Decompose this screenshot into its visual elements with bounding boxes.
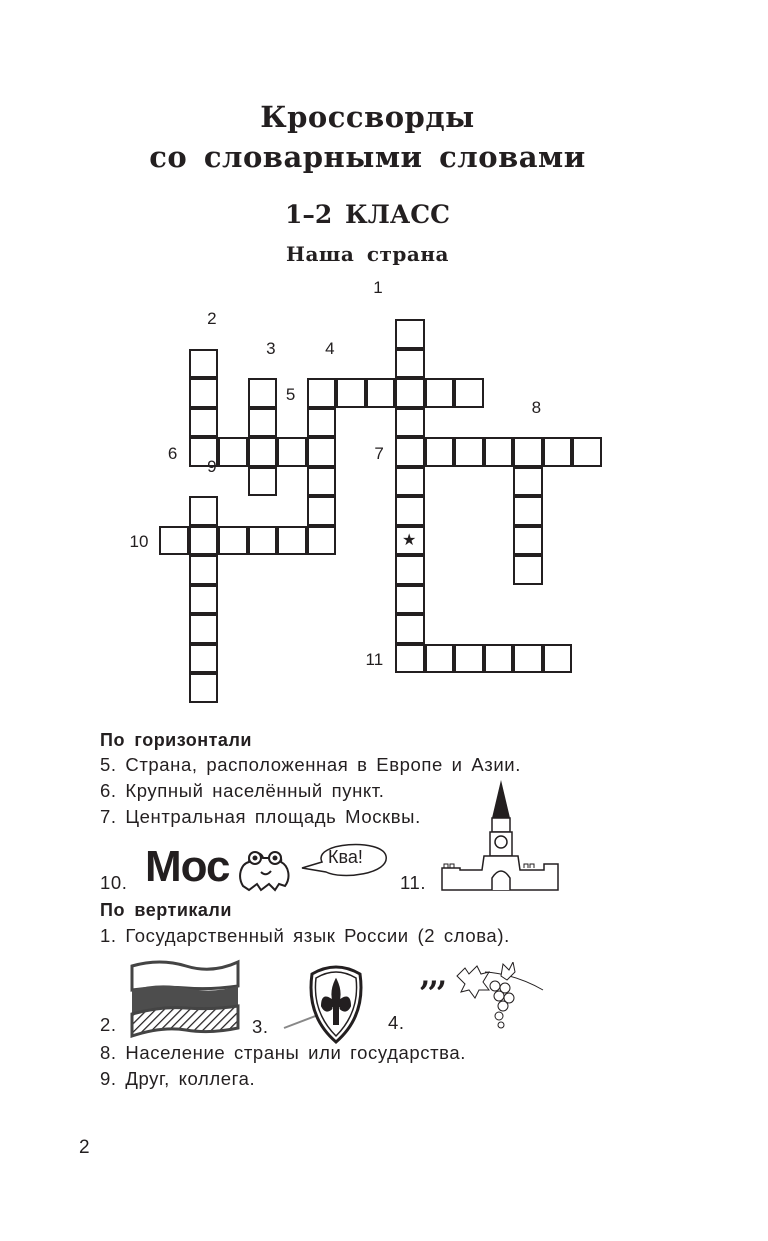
crossword-number: 5: [285, 384, 296, 404]
crossword-number: 7: [374, 443, 384, 463]
crossword-cell[interactable]: [307, 467, 337, 497]
down-heading: По вертикали: [100, 900, 232, 920]
crossword-cell[interactable]: [248, 378, 278, 408]
clue-number-2: 2.: [100, 1014, 117, 1035]
crossword-cell[interactable]: [277, 437, 307, 467]
crossword-cell[interactable]: [307, 496, 337, 526]
crossword-number: 1: [373, 278, 383, 298]
crossword-cell[interactable]: [395, 526, 425, 556]
coat-of-arms-icon: [280, 960, 380, 1044]
crossword-cell[interactable]: [307, 526, 337, 556]
crossword-cell[interactable]: [189, 585, 219, 615]
crossword-cell[interactable]: [454, 644, 484, 674]
crossword-cell[interactable]: [248, 467, 278, 497]
crossword-cell[interactable]: [513, 437, 543, 467]
clue-10-word: Мос: [145, 842, 230, 891]
crossword-cell[interactable]: [395, 408, 425, 438]
across-heading: По горизонтали: [100, 730, 252, 750]
crossword-cell[interactable]: [248, 437, 278, 467]
clue-across-7: 7. Центральная площадь Москвы.: [100, 806, 421, 827]
crossword-cell[interactable]: [425, 378, 455, 408]
crossword-cell[interactable]: [395, 585, 425, 615]
speech-text: Ква!: [328, 847, 363, 867]
crossword-cell[interactable]: [189, 673, 219, 703]
crossword-cell[interactable]: [277, 526, 307, 556]
grade-heading: 1–2 КЛАСС: [285, 200, 450, 229]
clue-number-11: 11.: [400, 872, 427, 893]
crossword-cell[interactable]: [543, 437, 573, 467]
crossword-cell[interactable]: [189, 349, 219, 379]
clue-down-1: 1. Государственный язык России (2 слова).: [100, 925, 510, 946]
crossword-cell[interactable]: [395, 644, 425, 674]
crossword-number: 9: [207, 456, 217, 476]
crossword-cell[interactable]: [218, 526, 248, 556]
crossword-cell[interactable]: [395, 378, 425, 408]
kremlin-tower-icon: [440, 778, 562, 896]
crossword-cell[interactable]: [395, 437, 425, 467]
crossword-number: 10: [129, 532, 149, 552]
page-subtitle: со словарными словами: [149, 140, 586, 174]
frog-icon: [235, 846, 295, 894]
crossword-cell[interactable]: [248, 526, 278, 556]
clue-number-10: 10.: [100, 872, 128, 893]
crossword-cell[interactable]: [189, 614, 219, 644]
crossword-cell[interactable]: [572, 437, 602, 467]
crossword-number: 8: [531, 397, 542, 417]
quote-marks: ,,,: [420, 958, 446, 993]
crossword-cell[interactable]: [484, 644, 514, 674]
crossword-cell[interactable]: [189, 378, 219, 408]
crossword-cell[interactable]: [189, 555, 219, 585]
crossword-cell[interactable]: [425, 437, 455, 467]
clue-down-8: 8. Население страны или государства.: [100, 1042, 467, 1063]
crossword-cell[interactable]: [248, 408, 278, 438]
clue-down-9: 9. Друг, коллега.: [100, 1068, 256, 1089]
crossword-cell[interactable]: [543, 644, 573, 674]
crossword-cell[interactable]: [395, 496, 425, 526]
crossword-cell[interactable]: [307, 408, 337, 438]
crossword-number: 2: [207, 309, 217, 329]
crossword-cell[interactable]: [484, 437, 514, 467]
crossword-cell[interactable]: [513, 644, 543, 674]
crossword-cell[interactable]: [395, 555, 425, 585]
page-number: 2: [79, 1137, 90, 1158]
crossword-cell[interactable]: [189, 408, 219, 438]
crossword-cell[interactable]: [513, 496, 543, 526]
crossword-cell[interactable]: [336, 378, 366, 408]
crossword-cell[interactable]: [189, 526, 219, 556]
crossword-number: 3: [266, 338, 276, 358]
crossword-cell[interactable]: [395, 319, 425, 349]
crossword-cell[interactable]: [513, 555, 543, 585]
crossword-cell[interactable]: [513, 526, 543, 556]
topic-heading: Наша страна: [286, 242, 449, 266]
crossword-cell[interactable]: [425, 644, 455, 674]
crossword-number: 11: [365, 650, 384, 670]
crossword-number: 4: [325, 338, 335, 358]
crossword-cell[interactable]: [189, 496, 219, 526]
clue-across-5: 5. Страна, расположенная в Европе и Азии.: [100, 754, 521, 775]
page-title: Кроссворды: [260, 100, 475, 134]
russian-flag-icon: [130, 958, 242, 1038]
clue-across-6: 6. Крупный населённый пункт.: [100, 780, 385, 801]
crossword-cell[interactable]: [307, 437, 337, 467]
crossword-cell[interactable]: [307, 378, 337, 408]
crossword-cell[interactable]: [366, 378, 396, 408]
clue-number-3: 3.: [252, 1016, 269, 1037]
currant-branch-icon: [455, 962, 545, 1032]
crossword-number: 6: [167, 443, 178, 463]
crossword-cell[interactable]: [513, 467, 543, 497]
crossword-cell[interactable]: [395, 349, 425, 379]
crossword-cell[interactable]: [454, 378, 484, 408]
clue-number-4: 4.: [388, 1012, 405, 1033]
crossword-cell[interactable]: [189, 644, 219, 674]
crossword-cell[interactable]: [454, 437, 484, 467]
star-icon: ★: [402, 529, 417, 549]
crossword-cell[interactable]: [395, 614, 425, 644]
crossword-cell[interactable]: [159, 526, 189, 556]
crossword-cell[interactable]: [395, 467, 425, 497]
